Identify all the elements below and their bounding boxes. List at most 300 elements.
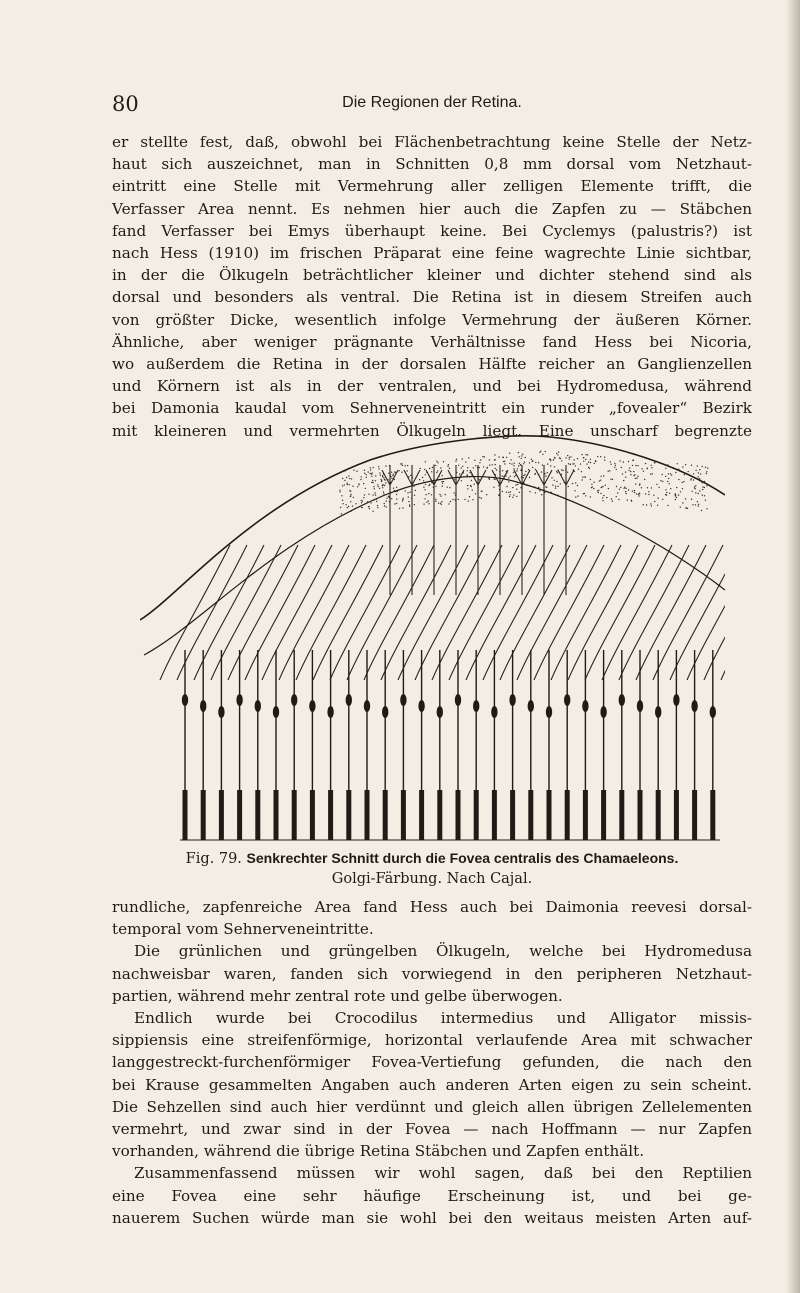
stipple-dot [651, 505, 652, 506]
stipple-dot [506, 486, 507, 487]
stipple-dot [633, 471, 634, 472]
stipple-dot [442, 475, 443, 476]
stipple-dot [643, 504, 644, 505]
stipple-dot [631, 500, 632, 501]
stipple-dot [701, 510, 702, 511]
cone-cell [182, 650, 188, 840]
stipple-dot [443, 461, 444, 462]
stipple-dot [545, 475, 546, 476]
stipple-dot [698, 493, 699, 494]
stipple-dot [635, 465, 636, 466]
stipple-dot [573, 463, 574, 464]
nerve-fiber [177, 545, 247, 680]
stipple-dot [449, 487, 450, 488]
stipple-dot [633, 459, 634, 460]
text-line: nach Hess (1910) im frischen Präparat eine feine wagrechte Linie sichtbar, [112, 244, 752, 263]
stipple-dot [396, 494, 397, 495]
stipple-dot [569, 459, 570, 460]
stipple-dot [386, 506, 387, 507]
stipple-dot [685, 498, 686, 499]
stipple-dot [346, 483, 347, 484]
stipple-dot [706, 508, 707, 509]
stipple-dot [657, 497, 658, 498]
stipple-dot [535, 473, 536, 474]
stipple-dot [541, 494, 542, 495]
stipple-dot [583, 493, 584, 494]
figure-caption [112, 848, 752, 889]
stipple-dot [409, 504, 410, 505]
stipple-dot [600, 480, 601, 481]
stipple-dot [472, 489, 473, 490]
stipple-dot [676, 487, 677, 488]
cone-cell [528, 650, 534, 840]
stipple-dot [495, 464, 496, 465]
stipple-dot [688, 471, 689, 472]
stipple-dot [535, 469, 536, 470]
stipple-dot [514, 463, 515, 464]
stipple-dot [618, 499, 619, 500]
stipple-dot [368, 506, 369, 507]
stipple-dot [420, 468, 421, 469]
stipple-dot [373, 486, 374, 487]
stipple-dot [494, 459, 495, 460]
stipple-dot [698, 476, 699, 477]
stipple-dot [377, 505, 378, 506]
stipple-dot [391, 472, 392, 473]
stipple-dot [385, 482, 386, 483]
stipple-dot [410, 475, 411, 476]
stipple-dot [623, 480, 624, 481]
stipple-dot [406, 470, 407, 471]
stipple-dot [629, 467, 630, 468]
cone-cell [327, 650, 333, 840]
stipple-dot [384, 479, 385, 480]
stipple-dot [575, 496, 576, 497]
stipple-dot [589, 468, 590, 469]
stipple-dot [633, 475, 634, 476]
stipple-dot [604, 457, 605, 458]
inner-limiting-membrane [140, 436, 725, 620]
stipple-dot [599, 480, 600, 481]
stipple-dot [377, 507, 378, 508]
stipple-dot [648, 494, 649, 495]
stipple-dot [425, 484, 426, 485]
stipple-dot [693, 473, 694, 474]
text-line: von größter Dicke, wesentlich infolge Vermehrung der äußeren Körner. [112, 310, 752, 329]
stipple-dot [650, 503, 651, 504]
stipple-dot [574, 490, 575, 491]
stipple-dot [402, 465, 403, 466]
stipple-dot [503, 457, 504, 458]
stipple-dot [425, 494, 426, 495]
stipple-dot [382, 485, 383, 486]
stipple-dot [702, 495, 703, 496]
stipple-dot [591, 484, 592, 485]
stipple-dot [684, 474, 685, 475]
stipple-dot [611, 498, 612, 499]
stipple-dot [556, 453, 557, 454]
cone-cell [273, 650, 279, 840]
stipple-dot [705, 499, 706, 500]
stipple-dot [518, 465, 519, 466]
stipple-dot [587, 454, 588, 455]
stipple-dot [361, 500, 362, 501]
stipple-dot [699, 490, 700, 491]
stipple-dot [583, 461, 584, 462]
nerve-fiber [449, 545, 519, 680]
stipple-dot [344, 484, 345, 485]
page-edge-shadow [786, 0, 800, 1293]
stipple-dot [540, 451, 541, 452]
stipple-dot [523, 463, 524, 464]
stipple-dot [478, 467, 479, 468]
stipple-dot [425, 461, 426, 462]
stipple-dot [407, 492, 408, 493]
stipple-dot [344, 480, 345, 481]
stipple-dot [447, 487, 448, 488]
stipple-dot [555, 488, 556, 489]
page-number: 80 [112, 92, 139, 116]
stipple-dot [479, 462, 480, 463]
stipple-dot [620, 487, 621, 488]
nerve-fiber-layer [160, 465, 725, 680]
stipple-dot [644, 479, 645, 480]
stipple-dot [651, 467, 652, 468]
stipple-dot [378, 486, 379, 487]
stipple-dot [668, 473, 669, 474]
cone-cell [400, 650, 406, 840]
stipple-dot [409, 506, 410, 507]
nerve-fiber [364, 545, 434, 680]
stipple-dot [494, 454, 495, 455]
stipple-dot [669, 493, 670, 494]
stipple-dot [519, 456, 520, 457]
stipple-dot [441, 501, 442, 502]
stipple-dot [525, 457, 526, 458]
stipple-dot [615, 465, 616, 466]
stipple-dot [382, 475, 383, 476]
text-line: bei Damonia kaudal vom Sehnerveneintritt ein runder „fovealer“ Bezirk [112, 399, 752, 418]
stipple-dot [391, 478, 392, 479]
stipple-dot [523, 475, 524, 476]
stipple-dot [506, 492, 507, 493]
cone-cell [255, 650, 261, 840]
stipple-dot [513, 465, 514, 466]
stipple-dot [698, 472, 699, 473]
stipple-dot [662, 474, 663, 475]
stipple-dot [630, 474, 631, 475]
cone-cell [382, 650, 388, 840]
stipple-dot [370, 502, 371, 503]
stipple-dot [380, 479, 381, 480]
cone-cell [218, 650, 224, 840]
stipple-dot [467, 485, 468, 486]
stipple-dot [402, 507, 403, 508]
stipple-dot [639, 493, 640, 494]
stipple-dot [577, 495, 578, 496]
stipple-dot [705, 467, 706, 468]
retina-fovea-figure [140, 425, 725, 845]
stipple-dot [602, 500, 603, 501]
stipple-dot [510, 491, 511, 492]
stipple-dot [700, 473, 701, 474]
stipple-dot [539, 490, 540, 491]
stipple-dot [704, 495, 705, 496]
stipple-dot [538, 462, 539, 463]
stipple-dot [363, 497, 364, 498]
stipple-dot [597, 490, 598, 491]
stipple-dot [382, 487, 383, 488]
stipple-dot [487, 467, 488, 468]
stipple-dot [394, 503, 395, 504]
text-line: eintritt eine Stelle mit Vermehrung aller zelligen Elemente trifft, die [112, 177, 752, 196]
stipple-dot [675, 472, 676, 473]
stipple-dot [669, 483, 670, 484]
stipple-dot [469, 496, 470, 497]
stipple-dot [614, 463, 615, 464]
stipple-dot [428, 503, 429, 504]
stipple-dot [616, 496, 617, 497]
stipple-dot [435, 486, 436, 487]
stipple-dot [657, 505, 658, 506]
stipple-dot [419, 479, 420, 480]
stipple-dot [665, 489, 666, 490]
stipple-dot [560, 483, 561, 484]
stipple-dot [520, 464, 521, 465]
stipple-dot [616, 486, 617, 487]
stipple-dot [442, 483, 443, 484]
bipolar-cell [492, 465, 508, 595]
stipple-dot [357, 486, 358, 487]
stipple-dot [346, 504, 347, 505]
stipple-dot [601, 476, 602, 477]
stipple-dot [568, 486, 569, 487]
stipple-dot [437, 462, 438, 463]
stipple-dot [637, 476, 638, 477]
stipple-dot [557, 486, 558, 487]
stipple-dot [585, 459, 586, 460]
text-line: Verfasser Area nennt. Es nehmen hier auch die Zapfen zu — Stäbchen [112, 199, 752, 218]
text-line: und Körnern ist als in der ventralen, und bei Hydromedusa, während [112, 377, 752, 396]
stipple-dot [366, 477, 367, 478]
stipple-dot [374, 492, 375, 493]
stipple-dot [542, 464, 543, 465]
stipple-dot [401, 472, 402, 473]
stipple-dot [521, 458, 522, 459]
stipple-dot [610, 461, 611, 462]
stipple-dot [645, 493, 646, 494]
stipple-dot [621, 467, 622, 468]
stipple-dot [440, 503, 441, 504]
stipple-dot [676, 497, 677, 498]
stipple-dot [647, 468, 648, 469]
stipple-dot [426, 502, 427, 503]
stipple-dot [351, 478, 352, 479]
stipple-dot [706, 473, 707, 474]
stipple-dot [636, 478, 637, 479]
stipple-dot [424, 469, 425, 470]
stipple-dot [532, 467, 533, 468]
stipple-dot [363, 483, 364, 484]
stipple-dot [470, 485, 471, 486]
nerve-fiber [432, 545, 502, 680]
stipple-dot [372, 482, 373, 483]
fovea-section-illustration [140, 425, 725, 845]
text-line: eine Fovea eine sehr häufige Erscheinung ist, und bei ge- [112, 1186, 752, 1205]
nerve-fiber [245, 545, 315, 680]
stipple-dot [508, 477, 509, 478]
stipple-dot [635, 483, 636, 484]
stipple-dot [601, 487, 602, 488]
stipple-dot [371, 476, 372, 477]
stipple-dot [586, 463, 587, 464]
stipple-dot [662, 481, 663, 482]
cone-cell [600, 650, 606, 840]
cone-cell [710, 650, 716, 840]
stipple-dot [373, 467, 374, 468]
stipple-dot [355, 503, 356, 504]
stipple-dot [654, 501, 655, 502]
stipple-dot [392, 475, 393, 476]
stipple-dot [561, 469, 562, 470]
stipple-dot [637, 465, 638, 466]
stipple-dot [452, 499, 453, 500]
stipple-dot [496, 469, 497, 470]
stipple-dot [702, 489, 703, 490]
stipple-dot [431, 494, 432, 495]
stipple-dot [570, 456, 571, 457]
cone-cell [309, 650, 315, 840]
stipple-dot [602, 497, 603, 498]
stipple-dot [383, 491, 384, 492]
stipple-dot [405, 465, 406, 466]
stipple-dot [422, 477, 423, 478]
stipple-dot [372, 494, 373, 495]
stipple-dot [415, 490, 416, 491]
stipple-dot [383, 477, 384, 478]
stipple-dot [465, 461, 466, 462]
stipple-dot [508, 481, 509, 482]
stipple-dot [603, 495, 604, 496]
nerve-fiber [517, 545, 587, 680]
stipple-dot [597, 456, 598, 457]
stipple-dot [555, 486, 556, 487]
stipple-dot [692, 504, 693, 505]
stipple-dot [577, 485, 578, 486]
stipple-dot [608, 488, 609, 489]
text-line: vorhanden, während die übrige Retina Stäbchen und Zapfen enthält. [112, 1142, 645, 1161]
stipple-dot [653, 495, 654, 496]
stipple-dot [682, 502, 683, 503]
stipple-dot [473, 467, 474, 468]
stipple-dot [340, 507, 341, 508]
stipple-dot [464, 499, 465, 500]
stipple-dot [680, 491, 681, 492]
stipple-dot [685, 464, 686, 465]
stipple-dot [396, 503, 397, 504]
stipple-dot [600, 456, 601, 457]
stipple-dot [647, 487, 648, 488]
stipple-dot [610, 479, 611, 480]
text-line: langgestreckt-furchenförmiger Fovea-Vertiefung gefunden, die nach den [112, 1053, 752, 1072]
stipple-dot [374, 488, 375, 489]
stipple-dot [474, 484, 475, 485]
stipple-dot [513, 468, 514, 469]
cone-cell [691, 650, 697, 840]
stipple-dot [541, 471, 542, 472]
stipple-dot [388, 473, 389, 474]
stipple-dot [519, 463, 520, 464]
stipple-dot [448, 503, 449, 504]
stipple-dot [352, 506, 353, 507]
stipple-dot [424, 498, 425, 499]
nerve-fiber [160, 545, 230, 680]
stipple-dot [375, 480, 376, 481]
stipple-dot [399, 508, 400, 509]
stipple-dot [656, 484, 657, 485]
stipple-dot [394, 479, 395, 480]
stipple-dot [573, 459, 574, 460]
stipple-dot [494, 478, 495, 479]
stipple-dot [384, 505, 385, 506]
stipple-dot [493, 487, 494, 488]
stipple-dot [365, 474, 366, 475]
text-line: sippiensis eine streifenförmige, horizontal verlaufende Area mit schwacher [112, 1031, 752, 1050]
text-line: dorsal und besonders als ventral. Die Retina ist in diesem Streifen auch [112, 288, 752, 307]
stipple-dot [509, 453, 510, 454]
stipple-dot [690, 479, 691, 480]
stipple-dot [598, 492, 599, 493]
stipple-dot [581, 454, 582, 455]
stipple-dot [511, 463, 512, 464]
text-line: fand Verfasser bei Emys überhaupt keine. Bei Cyclemys (palustris?) ist [112, 221, 752, 240]
stipple-dot [635, 478, 636, 479]
nerve-fiber [262, 545, 332, 680]
stipple-dot [612, 501, 613, 502]
stipple-dot [402, 500, 403, 501]
stipple-dot [503, 461, 504, 462]
stipple-dot [479, 497, 480, 498]
stipple-dot [342, 500, 343, 501]
stipple-dot [650, 474, 651, 475]
stipple-dot [670, 473, 671, 474]
stipple-dot [529, 462, 530, 463]
stipple-dot [552, 484, 553, 485]
stipple-dot [570, 464, 571, 465]
stipple-dot [356, 471, 357, 472]
stipple-dot [646, 504, 647, 505]
stipple-dot [568, 463, 569, 464]
stipple-dot [504, 463, 505, 464]
stipple-dot [492, 464, 493, 465]
stipple-dot [372, 480, 373, 481]
text-line: temporal vom Sehnerveneintritte. [112, 920, 374, 939]
bipolar-cell [536, 465, 552, 595]
stipple-dot [381, 481, 382, 482]
text-line: Zusammenfassend müssen wir wohl sagen, daß bei den Reptilien [134, 1164, 752, 1183]
stipple-dot [347, 484, 348, 485]
stipple-dot [694, 488, 695, 489]
stipple-dot [569, 457, 570, 458]
stipple-dot [440, 467, 441, 468]
stipple-dot [449, 468, 450, 469]
stipple-dot [606, 497, 607, 498]
cone-cell [655, 650, 661, 840]
stipple-dot [372, 472, 373, 473]
nerve-fiber [619, 545, 689, 680]
stipple-dot [580, 463, 581, 464]
stipple-dot [468, 500, 469, 501]
